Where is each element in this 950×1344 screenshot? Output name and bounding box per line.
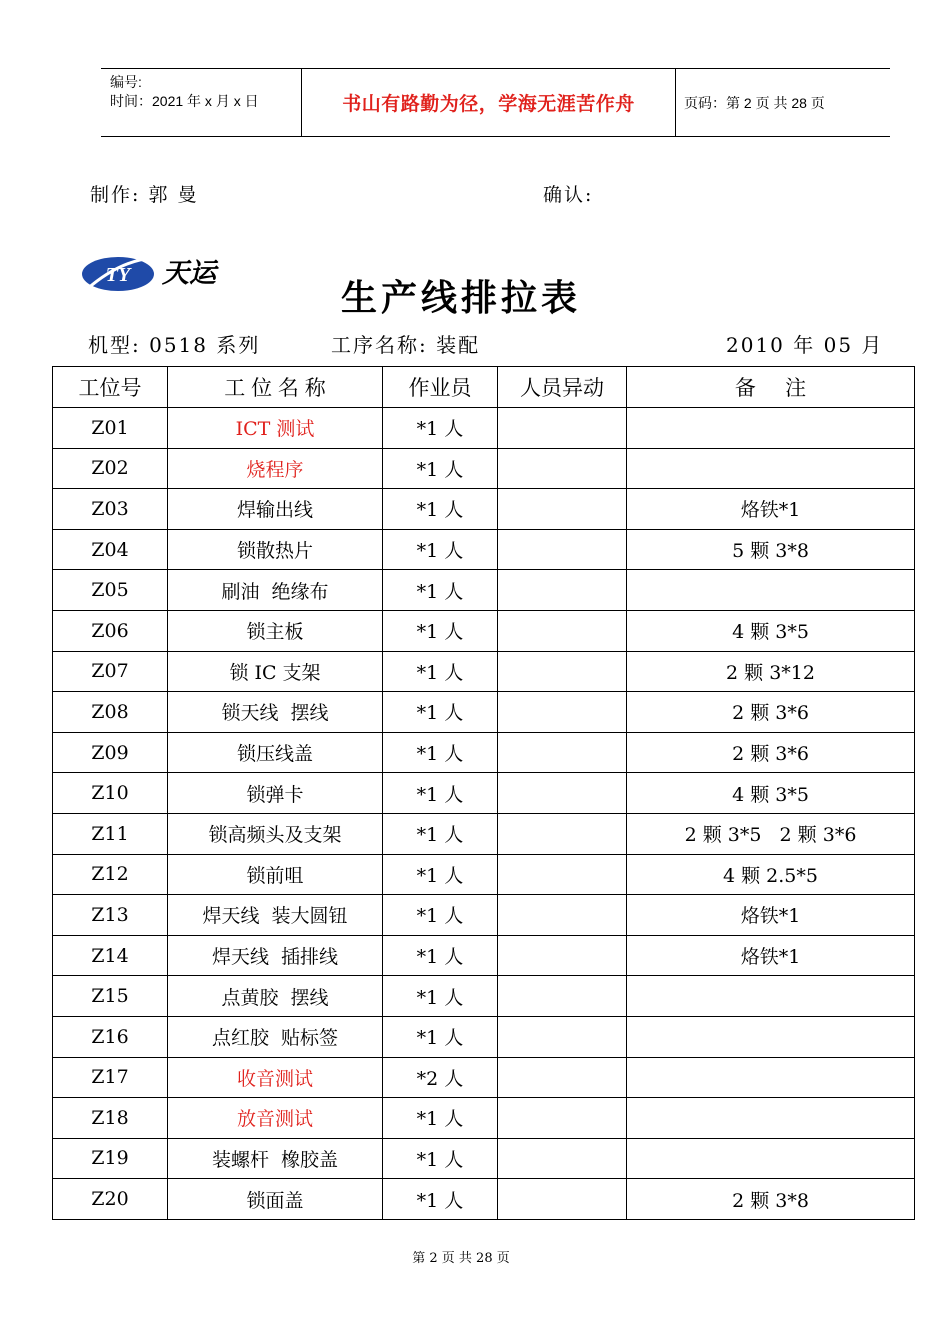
station-id-cell: Z15 — [53, 976, 168, 1017]
personnel-change-cell — [498, 408, 627, 449]
table-row — [53, 1057, 915, 1098]
header-page-count: 页码：第 2 页 共 28 页 — [684, 95, 825, 111]
notes-cell: 4 颗 3*5 — [627, 773, 915, 814]
station-id-cell: Z09 — [53, 732, 168, 773]
station-id-cell: Z14 — [53, 935, 168, 976]
table-row — [53, 692, 915, 733]
page-footer: 第 2 页 共 28 页 — [412, 1251, 510, 1266]
table-row — [53, 570, 915, 611]
station-name-cell: 锁压线盖 — [168, 732, 383, 773]
date-label: 2010 年 05 月 — [726, 333, 884, 357]
station-id-cell: Z20 — [53, 1179, 168, 1220]
time-label: 时间：2021 年 x 月 x 日 — [110, 93, 259, 109]
notes-cell — [627, 1138, 915, 1179]
worker-count-cell: *1 人 — [383, 570, 498, 611]
process-label: 工序名称: 装配 — [331, 333, 481, 357]
worker-count-cell: *1 人 — [383, 1138, 498, 1179]
personnel-change-cell — [498, 935, 627, 976]
table-row — [53, 854, 915, 895]
personnel-change-cell — [498, 529, 627, 570]
personnel-change-cell — [498, 489, 627, 530]
production-line-table — [52, 366, 915, 1220]
station-id-cell: Z01 — [53, 408, 168, 449]
station-name-cell: 锁面盖 — [168, 1179, 383, 1220]
worker-count-cell: *1 人 — [383, 1179, 498, 1220]
page-title: 生产线排拉表 — [340, 277, 581, 319]
table-row — [53, 408, 915, 449]
table-row — [53, 1138, 915, 1179]
worker-count-cell: *1 人 — [383, 448, 498, 489]
header-motto: 书山有路勤为径，学海无涯苦作舟 — [342, 93, 635, 115]
notes-cell: 2 颗 3*12 — [627, 651, 915, 692]
station-id-cell: Z03 — [53, 489, 168, 530]
worker-count-cell: *1 人 — [383, 1098, 498, 1139]
station-id-cell: Z07 — [53, 651, 168, 692]
personnel-change-cell — [498, 1138, 627, 1179]
station-name-cell: 锁主板 — [168, 610, 383, 651]
personnel-change-cell — [498, 1179, 627, 1220]
document-header — [101, 68, 890, 137]
table-row — [53, 895, 915, 936]
worker-count-cell: *1 人 — [383, 976, 498, 1017]
notes-cell — [627, 448, 915, 489]
station-id-cell: Z17 — [53, 1057, 168, 1098]
personnel-change-cell — [498, 610, 627, 651]
personnel-change-cell — [498, 854, 627, 895]
notes-cell: 4 颗 3*5 — [627, 610, 915, 651]
header-left — [110, 73, 259, 111]
column-header-worker: 作业员 — [383, 367, 498, 408]
station-id-cell: Z19 — [53, 1138, 168, 1179]
personnel-change-cell — [498, 976, 627, 1017]
station-id-cell: Z13 — [53, 895, 168, 936]
table-header-row — [53, 367, 915, 408]
table-row — [53, 976, 915, 1017]
personnel-change-cell — [498, 692, 627, 733]
notes-cell: 烙铁*1 — [627, 895, 915, 936]
station-id-cell: Z05 — [53, 570, 168, 611]
number-label: 编号: — [110, 74, 142, 90]
station-id-cell: Z12 — [53, 854, 168, 895]
station-name-cell: 烧程序 — [168, 448, 383, 489]
table-row — [53, 1098, 915, 1139]
table-row — [53, 489, 915, 530]
station-id-cell: Z10 — [53, 773, 168, 814]
worker-count-cell: *2 人 — [383, 1057, 498, 1098]
column-header-station-name: 工 位 名 称 — [168, 367, 383, 408]
personnel-change-cell — [498, 1057, 627, 1098]
column-header-station: 工位号 — [53, 367, 168, 408]
personnel-change-cell — [498, 895, 627, 936]
notes-cell: 5 颗 3*8 — [627, 529, 915, 570]
confirm-label: 确认: — [543, 184, 594, 206]
notes-cell — [627, 1016, 915, 1057]
worker-count-cell: *1 人 — [383, 773, 498, 814]
station-name-cell: ICT 测试 — [168, 408, 383, 449]
table-row — [53, 813, 915, 854]
station-name-cell: 焊输出线 — [168, 489, 383, 530]
personnel-change-cell — [498, 448, 627, 489]
notes-cell: 2 颗 3*6 — [627, 732, 915, 773]
station-id-cell: Z08 — [53, 692, 168, 733]
personnel-change-cell — [498, 651, 627, 692]
station-name-cell: 锁高频头及支架 — [168, 813, 383, 854]
station-name-cell: 装螺杆 橡胶盖 — [168, 1138, 383, 1179]
maker-label: 制作: 郭 曼 — [90, 184, 199, 206]
station-name-cell: 放音测试 — [168, 1098, 383, 1139]
notes-cell: 4 颗 2.5*5 — [627, 854, 915, 895]
station-id-cell: Z04 — [53, 529, 168, 570]
table-row — [53, 732, 915, 773]
model-label: 机型: 0518 系列 — [88, 333, 261, 357]
notes-cell — [627, 1057, 915, 1098]
table-row — [53, 935, 915, 976]
station-id-cell: Z16 — [53, 1016, 168, 1057]
worker-count-cell: *1 人 — [383, 651, 498, 692]
station-name-cell: 收音测试 — [168, 1057, 383, 1098]
personnel-change-cell — [498, 813, 627, 854]
worker-count-cell: *1 人 — [383, 529, 498, 570]
column-header-notes: 备 注 — [627, 367, 915, 408]
table-row — [53, 773, 915, 814]
table-row — [53, 1179, 915, 1220]
station-name-cell: 锁 IC 支架 — [168, 651, 383, 692]
header-divider — [675, 69, 676, 136]
station-id-cell: Z06 — [53, 610, 168, 651]
notes-cell — [627, 408, 915, 449]
column-header-personnel-change: 人员异动 — [498, 367, 627, 408]
station-name-cell: 焊天线 装大圆钮 — [168, 895, 383, 936]
worker-count-cell: *1 人 — [383, 692, 498, 733]
logo-company-name: 天运 — [162, 258, 216, 289]
station-name-cell: 锁散热片 — [168, 529, 383, 570]
worker-count-cell: *1 人 — [383, 854, 498, 895]
station-id-cell: Z02 — [53, 448, 168, 489]
notes-cell: 烙铁*1 — [627, 489, 915, 530]
station-name-cell: 锁前咀 — [168, 854, 383, 895]
table-row — [53, 610, 915, 651]
worker-count-cell: *1 人 — [383, 895, 498, 936]
notes-cell: 烙铁*1 — [627, 935, 915, 976]
station-name-cell: 焊天线 插排线 — [168, 935, 383, 976]
notes-cell: 2 颗 3*5 2 颗 3*6 — [627, 813, 915, 854]
personnel-change-cell — [498, 1098, 627, 1139]
table-row — [53, 529, 915, 570]
station-name-cell: 点黄胶 摆线 — [168, 976, 383, 1017]
worker-count-cell: *1 人 — [383, 408, 498, 449]
table-body — [53, 408, 915, 1220]
notes-cell — [627, 1098, 915, 1139]
worker-count-cell: *1 人 — [383, 732, 498, 773]
table-row — [53, 1016, 915, 1057]
logo-initials: TY — [105, 264, 131, 286]
station-name-cell: 点红胶 贴标签 — [168, 1016, 383, 1057]
worker-count-cell: *1 人 — [383, 610, 498, 651]
personnel-change-cell — [498, 732, 627, 773]
station-name-cell: 锁弹卡 — [168, 773, 383, 814]
personnel-change-cell — [498, 570, 627, 611]
table-row — [53, 651, 915, 692]
notes-cell — [627, 570, 915, 611]
personnel-change-cell — [498, 773, 627, 814]
worker-count-cell: *1 人 — [383, 935, 498, 976]
station-id-cell: Z18 — [53, 1098, 168, 1139]
station-id-cell: Z11 — [53, 813, 168, 854]
worker-count-cell: *1 人 — [383, 1016, 498, 1057]
station-name-cell: 刷油 绝缘布 — [168, 570, 383, 611]
station-name-cell: 锁天线 摆线 — [168, 692, 383, 733]
worker-count-cell: *1 人 — [383, 489, 498, 530]
personnel-change-cell — [498, 1016, 627, 1057]
notes-cell: 2 颗 3*6 — [627, 692, 915, 733]
notes-cell: 2 颗 3*8 — [627, 1179, 915, 1220]
worker-count-cell: *1 人 — [383, 813, 498, 854]
table-row — [53, 448, 915, 489]
notes-cell — [627, 976, 915, 1017]
